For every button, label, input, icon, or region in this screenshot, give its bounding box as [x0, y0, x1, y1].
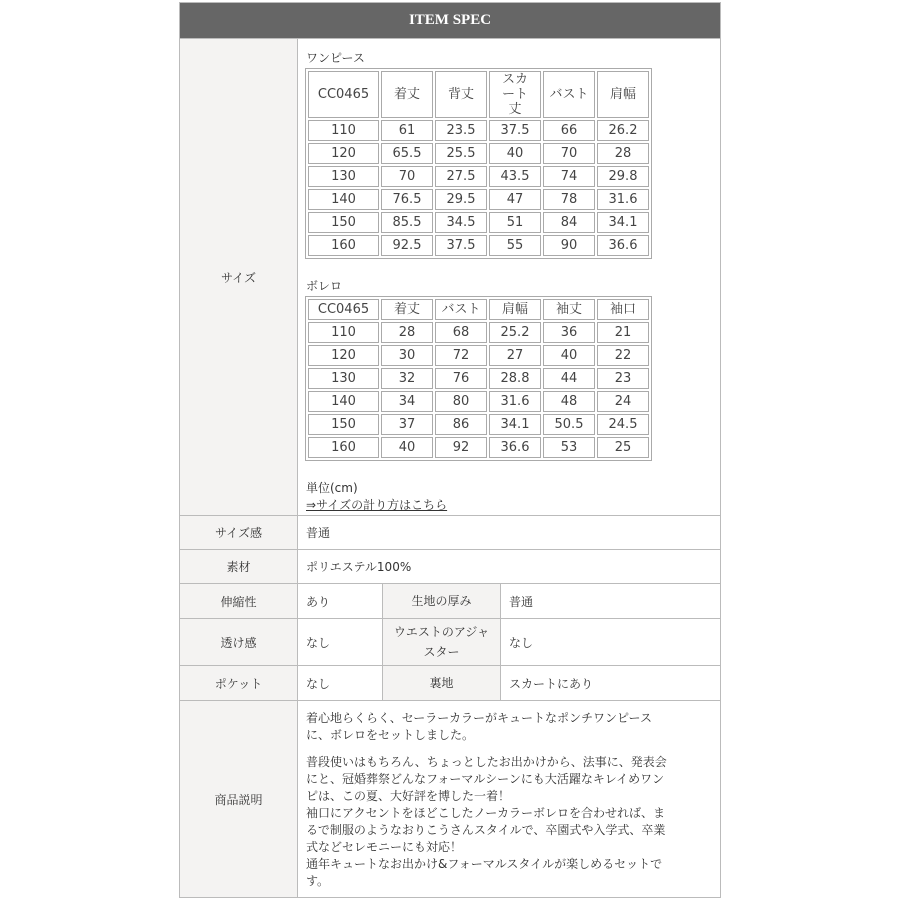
table-header-row [308, 299, 649, 320]
table-cell: 40 [543, 345, 595, 366]
table-cell: 袖丈 [543, 299, 595, 320]
size-value [298, 39, 720, 515]
table-cell: 90 [543, 235, 595, 256]
table-row [308, 166, 649, 187]
table-cell: 92.5 [381, 235, 433, 256]
table-cell: 74 [543, 166, 595, 187]
table-cell: CC0465 [308, 71, 379, 118]
description-label: 商品説明 [180, 701, 298, 897]
table-cell: 37.5 [489, 120, 541, 141]
table-cell: 50.5 [543, 414, 595, 435]
table-row [308, 120, 649, 141]
table-cell: 23 [597, 368, 649, 389]
table-row [308, 235, 649, 256]
size-row [180, 38, 720, 515]
table-row [308, 345, 649, 366]
table-cell: 21 [597, 322, 649, 343]
description-paragraph: 着心地らくらく、セーラーカラーがキュートなポンチワンピースに、ボレロをセットしました。 [306, 711, 652, 742]
table-cell: 37.5 [435, 235, 487, 256]
bolero-caption: ボレロ [306, 279, 343, 293]
table-cell: 30 [381, 345, 433, 366]
onepiece-caption: ワンピース [306, 51, 365, 65]
table-cell: 85.5 [381, 212, 433, 233]
table-cell: 78 [543, 189, 595, 210]
table-cell: 25.2 [489, 322, 541, 343]
table-cell: 29.8 [597, 166, 649, 187]
table-cell: 26.2 [597, 120, 649, 141]
table-cell: 31.6 [489, 391, 541, 412]
table-cell: 48 [543, 391, 595, 412]
table-cell: 31.6 [597, 189, 649, 210]
sheer-row [180, 618, 720, 665]
table-header-row [308, 71, 649, 118]
table-cell: 34.5 [435, 212, 487, 233]
table-row [308, 143, 649, 164]
table-cell: 51 [489, 212, 541, 233]
table-cell: 66 [543, 120, 595, 141]
table-cell: 着丈 [381, 299, 433, 320]
lining-value: スカートにあり [509, 676, 594, 691]
onepiece-size-table [305, 68, 652, 259]
table-cell: 76 [435, 368, 487, 389]
stretch-label: 伸縮性 [180, 584, 298, 618]
table-cell: 86 [435, 414, 487, 435]
table-cell: 140 [308, 189, 379, 210]
table-cell: 27.5 [435, 166, 487, 187]
table-cell: 61 [381, 120, 433, 141]
table-cell: 29.5 [435, 189, 487, 210]
waist-adjuster-label: ウエストのアジャスター [383, 619, 501, 665]
table-cell: 22 [597, 345, 649, 366]
waist-adjuster-value: なし [509, 635, 534, 650]
size-measure-link[interactable]: ⇒サイズの計り方はこちら [306, 498, 448, 512]
table-row [308, 391, 649, 412]
fit-label: サイズ感 [180, 516, 298, 549]
pocket-value: なし [298, 666, 383, 700]
table-cell: 28.8 [489, 368, 541, 389]
table-cell: 72 [435, 345, 487, 366]
item-spec-table [179, 2, 721, 898]
table-cell: 160 [308, 437, 379, 458]
table-cell: 25.5 [435, 143, 487, 164]
table-cell: 肩幅 [597, 71, 649, 118]
table-cell: 24.5 [597, 414, 649, 435]
pocket-label: ポケット [180, 666, 298, 700]
table-cell: 23.5 [435, 120, 487, 141]
table-cell: バスト [543, 71, 595, 118]
pocket-row [180, 665, 720, 700]
table-cell: 34 [381, 391, 433, 412]
table-cell: 袖口 [597, 299, 649, 320]
table-cell: 34.1 [489, 414, 541, 435]
table-cell: 36.6 [597, 235, 649, 256]
table-cell: 70 [543, 143, 595, 164]
table-row [308, 414, 649, 435]
table-row [308, 212, 649, 233]
table-cell: 28 [597, 143, 649, 164]
table-cell: 84 [543, 212, 595, 233]
size-label: サイズ [180, 39, 298, 515]
table-row [308, 368, 649, 389]
table-cell: 37 [381, 414, 433, 435]
unit-text: 単位(cm) [306, 481, 358, 495]
thickness-value: 普通 [509, 594, 534, 609]
fit-value: 普通 [306, 526, 331, 540]
table-cell: 24 [597, 391, 649, 412]
table-cell: 110 [308, 322, 379, 343]
table-cell: 120 [308, 143, 379, 164]
table-cell: スカート丈 [489, 71, 541, 118]
table-cell: 120 [308, 345, 379, 366]
table-cell: 80 [435, 391, 487, 412]
table-cell: 47 [489, 189, 541, 210]
table-cell: 28 [381, 322, 433, 343]
table-cell: 53 [543, 437, 595, 458]
table-cell: 36 [543, 322, 595, 343]
thickness-label: 生地の厚み [383, 584, 501, 618]
table-cell: バスト [435, 299, 487, 320]
table-cell: 70 [381, 166, 433, 187]
material-row [180, 549, 720, 583]
table-cell: 68 [435, 322, 487, 343]
table-cell: 44 [543, 368, 595, 389]
table-cell: 150 [308, 212, 379, 233]
table-row [308, 189, 649, 210]
sheer-label: 透け感 [180, 619, 298, 665]
table-cell: 36.6 [489, 437, 541, 458]
description-paragraph: 普段使いはもちろん、ちょっとしたお出かけから、法事に、発表会にと、冠婚葬祭どんなフォーマルシーンにも大活躍なキレイめワンピは、この夏、大好評を博した一着！ 袖口にアクセントをほどこしたノーカラーボレロを合わせれば、まるで制服のようなおりこうさんスタイルで、卒園式や入学式、卒業式などセレモニーにも対応！ 通年キュートなお出かけ&フォーマルスタイルが楽しめるセットです。 [306, 755, 667, 888]
table-row [308, 437, 649, 458]
table-cell: 34.1 [597, 212, 649, 233]
table-cell: 40 [381, 437, 433, 458]
material-value: ポリエステル100% [306, 560, 412, 574]
table-cell: 130 [308, 166, 379, 187]
table-cell: 130 [308, 368, 379, 389]
table-cell: 25 [597, 437, 649, 458]
table-cell: 32 [381, 368, 433, 389]
table-cell: CC0465 [308, 299, 379, 320]
stretch-row [180, 583, 720, 618]
sheer-value: なし [298, 619, 383, 665]
table-cell: 140 [308, 391, 379, 412]
table-cell: 150 [308, 414, 379, 435]
table-cell: 92 [435, 437, 487, 458]
table-cell: 背丈 [435, 71, 487, 118]
table-cell: 43.5 [489, 166, 541, 187]
description-row [180, 700, 720, 897]
table-cell: 肩幅 [489, 299, 541, 320]
table-cell: 65.5 [381, 143, 433, 164]
material-label: 素材 [180, 550, 298, 583]
table-cell: 110 [308, 120, 379, 141]
stretch-value: あり [298, 584, 383, 618]
lining-label: 裏地 [383, 666, 501, 700]
table-cell: 40 [489, 143, 541, 164]
table-cell: 55 [489, 235, 541, 256]
table-cell: 160 [308, 235, 379, 256]
fit-row [180, 515, 720, 549]
table-cell: 27 [489, 345, 541, 366]
table-cell: 76.5 [381, 189, 433, 210]
table-cell: 着丈 [381, 71, 433, 118]
spec-title: ITEM SPEC [180, 3, 720, 38]
table-row [308, 322, 649, 343]
description-text [298, 701, 678, 897]
bolero-size-table [305, 296, 652, 461]
